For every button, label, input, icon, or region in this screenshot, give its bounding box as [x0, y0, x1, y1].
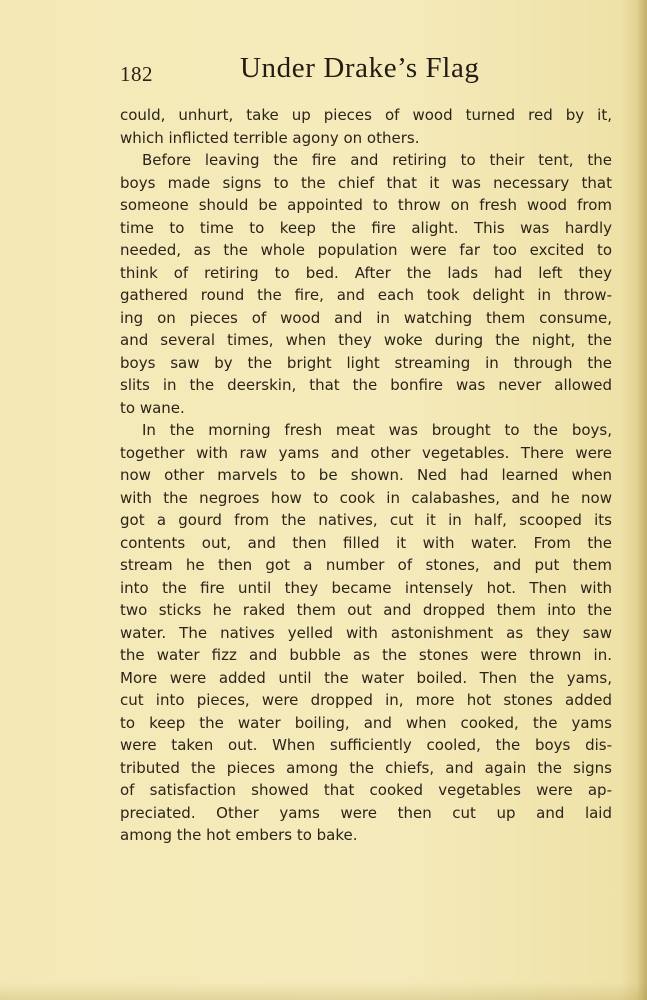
text-line: ing on pieces of wood and in watching them consume,: [120, 308, 612, 327]
text-line: someone should be appointed to throw on fresh wood from: [120, 196, 612, 214]
text-line: got a gourd from the natives, cut it in half, scooped its: [120, 511, 612, 529]
text-line: now other marvels to be shown. Ned had learned when: [120, 466, 612, 484]
text-line: time to time to keep the fire alight. This was hardly: [120, 218, 612, 237]
text-line: think of retiring to bed. After the lads had left they: [120, 263, 612, 282]
text-line: to keep the water boiling, and when cooked, the yams: [120, 713, 612, 732]
text-line: which inflicted terrible agony on others.: [120, 128, 420, 147]
text-line: could, unhurt, take up pieces of wood turned red by it,: [120, 106, 612, 124]
text-line: preciated. Other yams were then cut up and laid: [120, 803, 612, 822]
text-line: stream he then got a number of stones, and put them: [120, 556, 612, 574]
text-line: among the hot embers to bake.: [120, 826, 358, 844]
body-text: [120, 104, 612, 847]
page-header: [118, 52, 578, 92]
text-line: two sticks he raked them out and dropped them into the: [120, 601, 612, 619]
text-line: into the fire until they became intensely hot. Then with: [120, 578, 612, 597]
text-line: were taken out. When sufficiently cooled, the boys dis-: [120, 736, 612, 754]
text-line: boys saw by the bright light streaming in through the: [120, 353, 612, 372]
paragraph-first-line: In the morning fresh meat was brought to the boys,: [142, 421, 612, 439]
text-line: tributed the pieces among the chiefs, and again the signs: [120, 758, 612, 777]
text-line: More were added until the water boiled. Then the yams,: [120, 668, 612, 687]
page-edge-shadow: [637, 0, 647, 1000]
text-line: together with raw yams and other vegetables. There were: [120, 443, 612, 462]
text-line: to wane.: [120, 398, 185, 417]
text-line: the water fizz and bubble as the stones were thrown in.: [120, 646, 612, 664]
page-number: 182: [120, 62, 153, 86]
text-line: cut into pieces, were dropped in, more hot stones added: [120, 691, 612, 709]
text-line: contents out, and then filled it with water. From the: [120, 533, 612, 552]
text-line: with the negroes how to cook in calabashes, and he now: [120, 488, 612, 507]
running-title: Under Drake’s Flag: [240, 52, 480, 84]
text-line: gathered round the fire, and each took delight in throw-: [120, 286, 612, 304]
page-bottom-shadow: [0, 982, 647, 1000]
paragraph-first-line: Before leaving the fire and retiring to their tent, the: [142, 151, 612, 169]
text-line: and several times, when they woke during the night, the: [120, 331, 612, 349]
text-line: needed, as the whole population were far too excited to: [120, 241, 612, 259]
text-line: water. The natives yelled with astonishment as they saw: [120, 623, 612, 642]
text-line: of satisfaction showed that cooked vegetables were ap-: [120, 781, 612, 799]
text-line: slits in the deerskin, that the bonfire was never allowed: [120, 376, 612, 394]
text-line: boys made signs to the chief that it was necessary that: [120, 173, 612, 192]
